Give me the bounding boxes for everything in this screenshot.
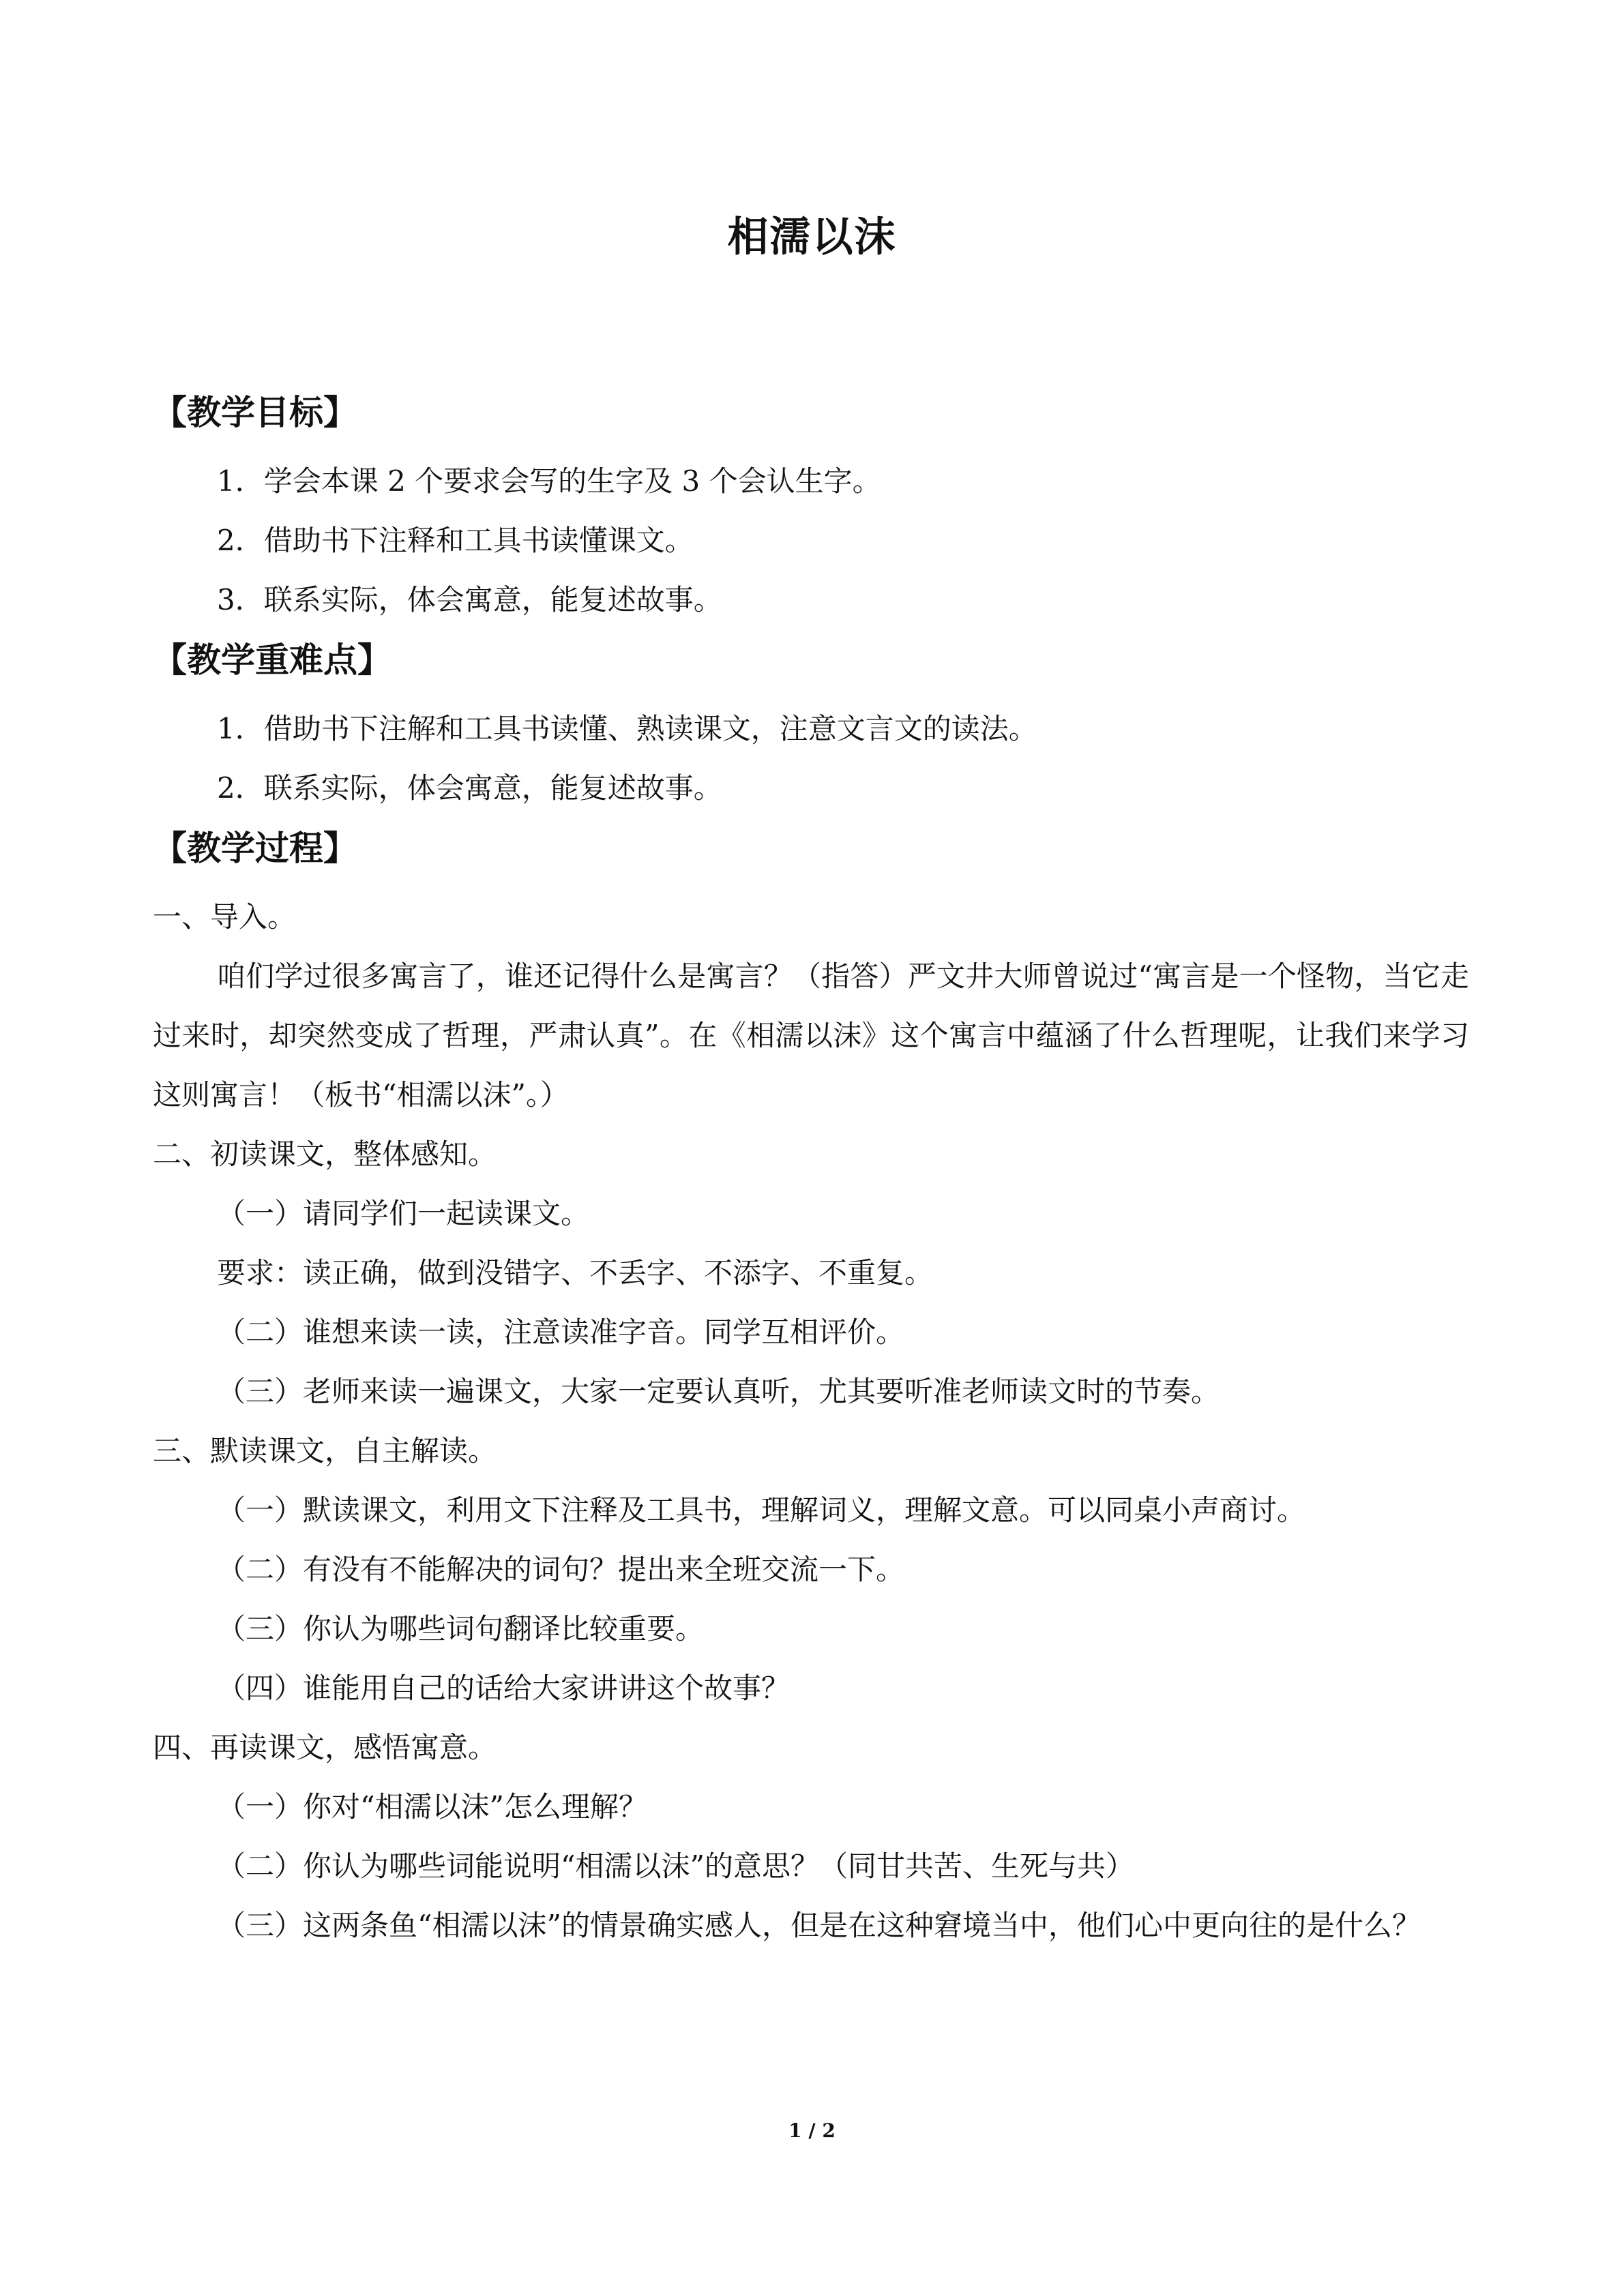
step-2-item: 要求：读正确，做到没错字、不丢字、不添字、不重复。 <box>217 1256 934 1289</box>
page-number: 1 / 2 <box>788 2119 836 2142</box>
step-2-item: （一）请同学们一起读课文。 <box>217 1197 590 1230</box>
document-body <box>153 382 1469 1955</box>
objective-item: 3．联系实际，体会寓意，能复述故事。 <box>217 583 722 616</box>
document-title: 相濡以沫 <box>727 213 897 261</box>
objective-item: 1．学会本课 2 个要求会写的生字及 3 个会认生字。 <box>217 464 881 498</box>
key-point-item: 2．联系实际，体会寓意，能复述故事。 <box>217 771 722 805</box>
step-3-item: （一）默读课文，利用文下注释及工具书，理解词义，理解文意。可以同桌小声商讨。 <box>217 1493 1306 1527</box>
step-4-item: （二）你认为哪些词能说明“相濡以沫”的意思？（同甘共苦、生死与共） <box>217 1849 1134 1883</box>
step-1-paragraph: 咱们学过很多寓言了，谁还记得什么是寓言？（指答）严文井大师曾说过“寓言是一个怪物，当它走过来时，却突然变成了哲理，严肃认真”。在《相濡以沫》这个寓言中蕴涵了什么哲理呢，让我们来学习这则寓言！（板书“相濡以沫”。） <box>153 959 1469 1112</box>
step-4-last-item: （三）这两条鱼“相濡以沫”的情景确实感人，但是在这种窘境当中，他们心中更向往的是什么？ <box>217 1909 1421 1942</box>
step-2-item: （二）谁想来读一读，注意读准字音。同学互相评价。 <box>217 1315 905 1349</box>
step-3-item: （三）你认为哪些词句翻译比较重要。 <box>217 1612 705 1645</box>
step-3-item: （四）谁能用自己的话给大家讲讲这个故事？ <box>217 1671 791 1705</box>
step-2-item: （三）老师来读一遍课文，大家一定要认真听，尤其要听准老师读文时的节奏。 <box>217 1375 1220 1408</box>
objectives-heading: 【教学目标】 <box>153 393 357 432</box>
step-3-label: 三、默读课文，自主解读。 <box>153 1434 497 1467</box>
key-points-heading: 【教学重难点】 <box>153 640 392 680</box>
key-point-item: 1．借助书下注解和工具书读懂、熟读课文，注意文言文的读法。 <box>217 712 1037 745</box>
step-1-label: 一、导入。 <box>153 900 297 934</box>
process-heading: 【教学过程】 <box>153 829 357 868</box>
objective-item: 2．借助书下注释和工具书读懂课文。 <box>217 524 694 557</box>
step-3-item: （二）有没有不能解决的词句？提出来全班交流一下。 <box>217 1553 905 1586</box>
step-2-label: 二、初读课文，整体感知。 <box>153 1137 497 1171</box>
step-4-item: （一）你对“相濡以沫”怎么理解？ <box>217 1790 647 1823</box>
step-4-label: 四、再读课文，感悟寓意。 <box>153 1731 497 1764</box>
